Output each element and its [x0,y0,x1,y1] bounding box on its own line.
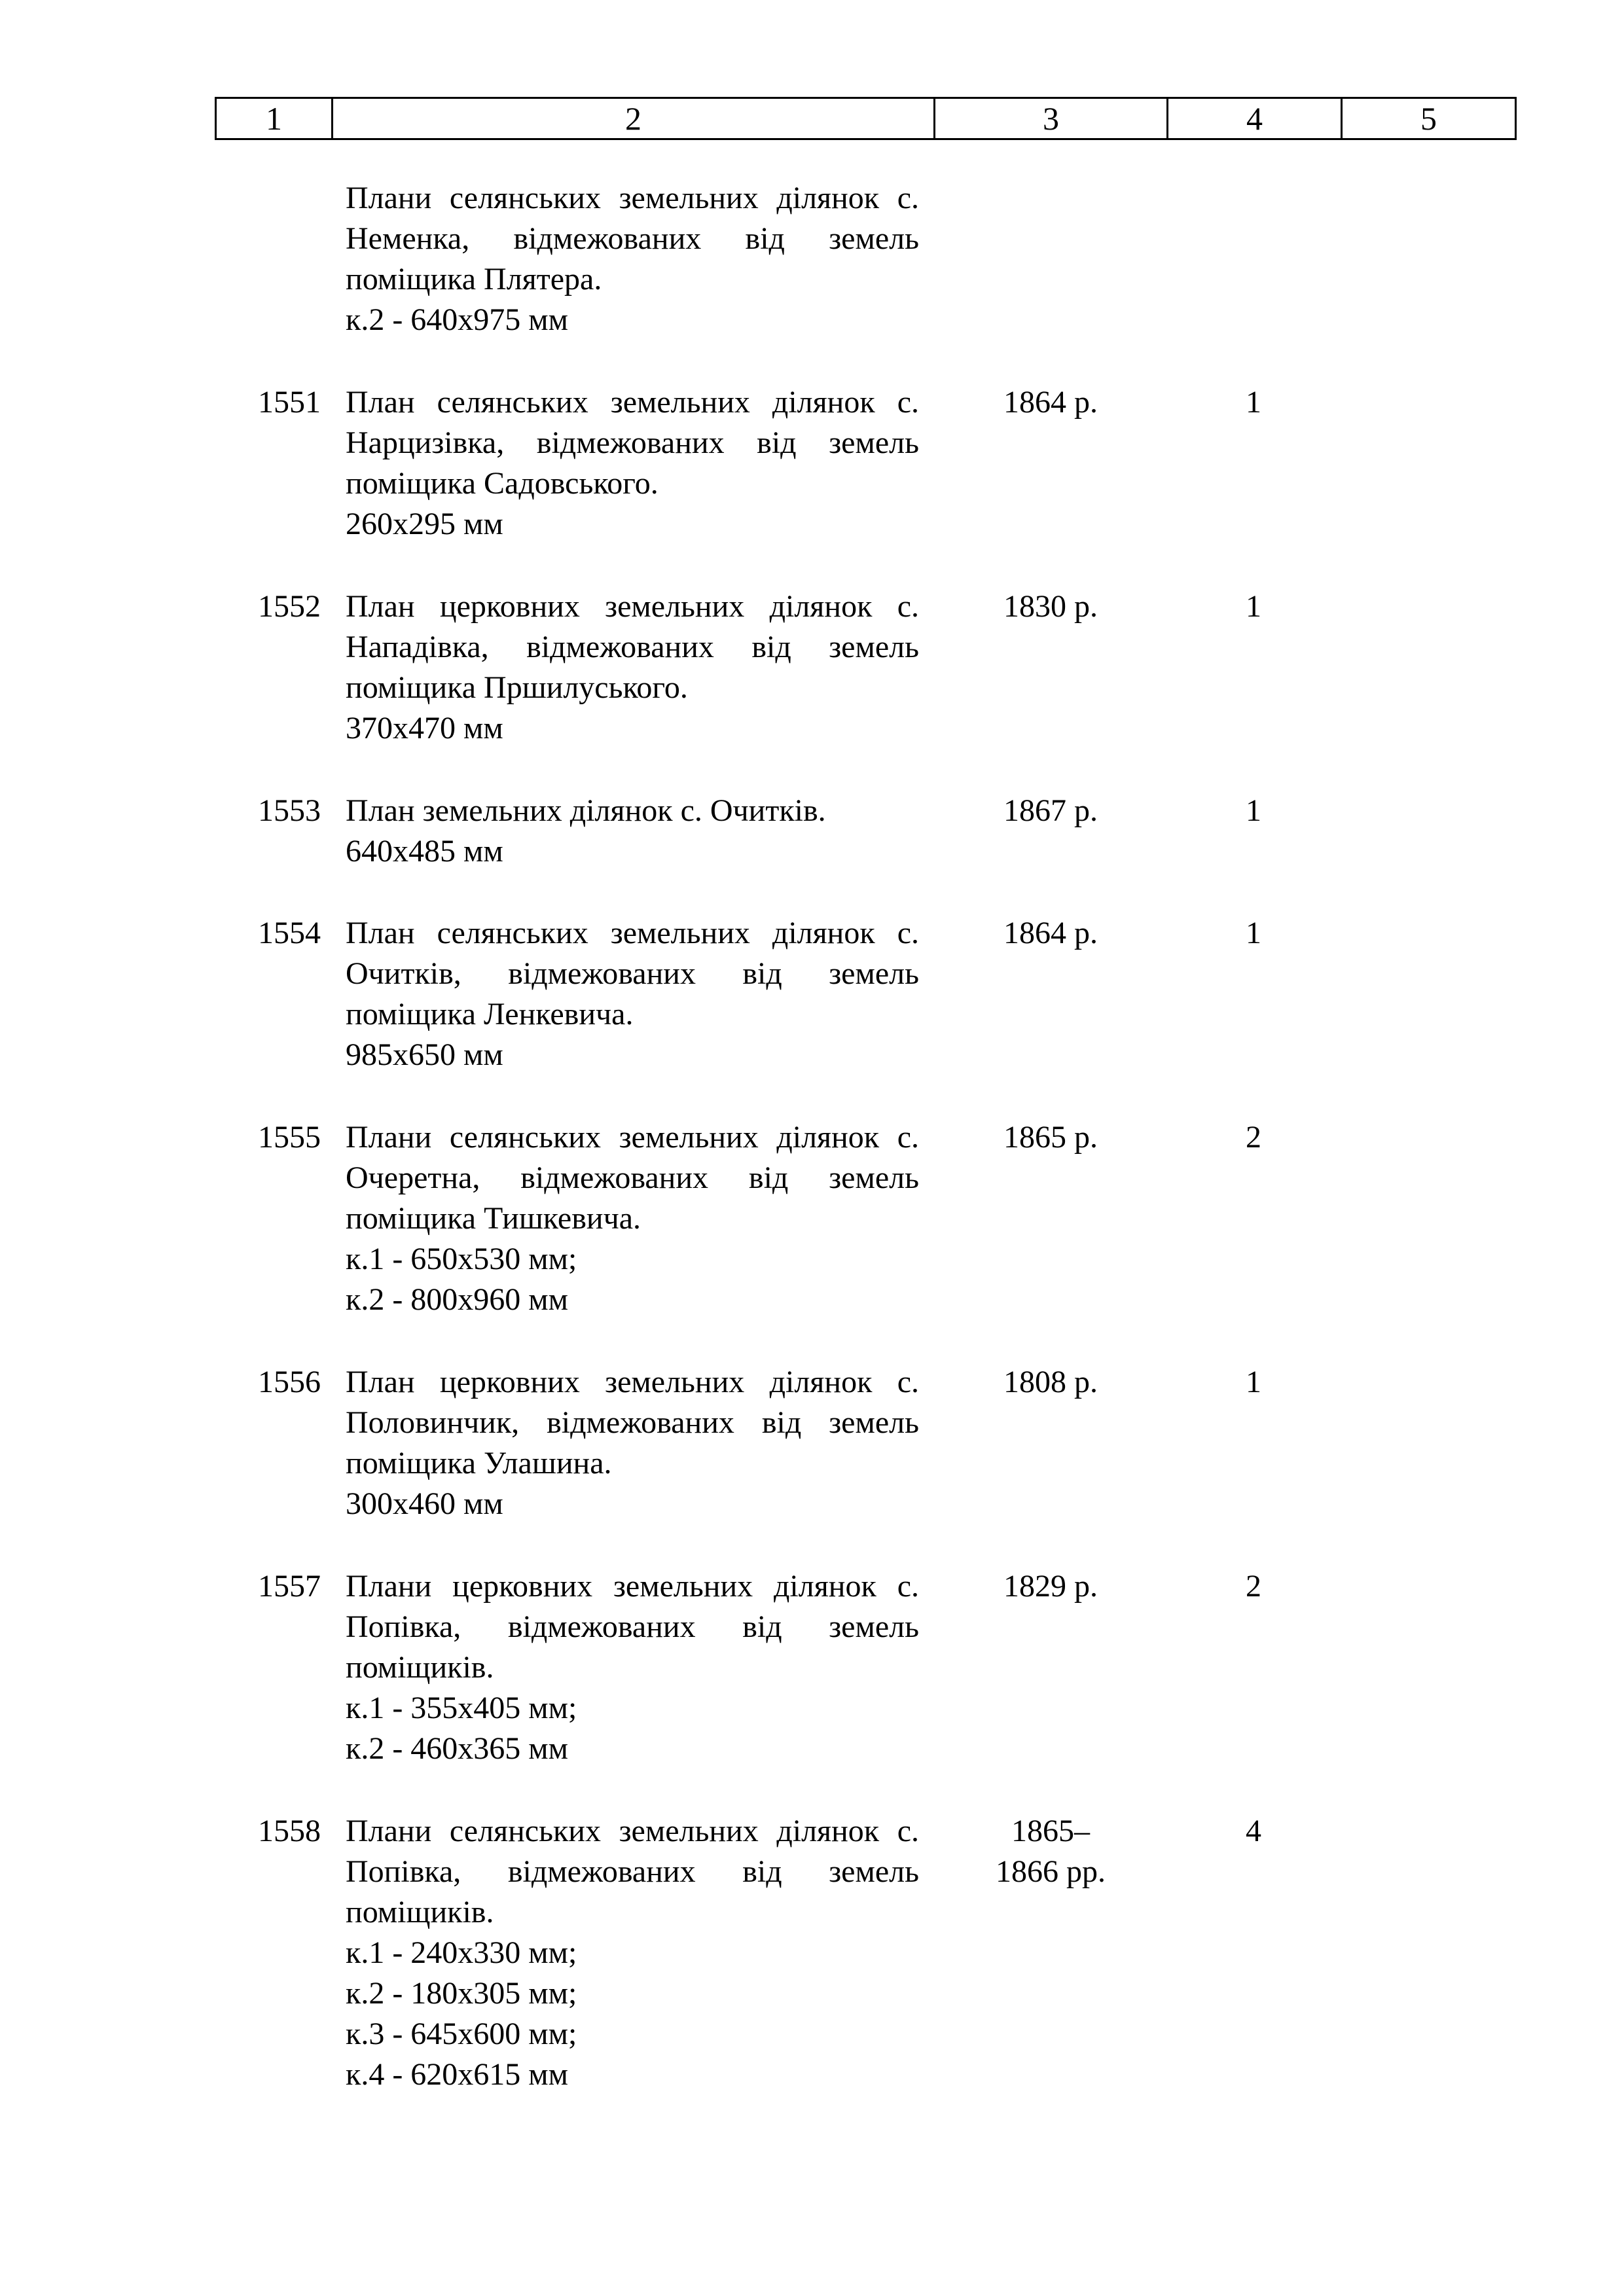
entry-number: 1552 [258,589,321,624]
entry-date-line: 1866 рр. [996,1854,1106,1889]
entry-description: Плани церковних земельних ділянок с. Попівка, відмежованих від земель поміщиків. [346,1569,919,1685]
entry-dimension: к.3 - 645х600 мм; [346,2017,577,2051]
entry-description-block [346,1117,919,1320]
entry-date: 1864 р. [1003,916,1098,950]
entry-description-block [346,382,919,545]
header-col-5: 5 [1342,98,1516,139]
entry-count: 1 [1246,385,1261,420]
entry-dimension: 370х470 мм [346,711,503,745]
column-header-table [215,97,1517,140]
entry-date-line: 1865– [1011,1814,1090,1848]
entry-count: 1 [1246,916,1261,950]
entry-description-block [346,1566,919,1769]
entry-dimension: 640х485 мм [346,834,503,869]
entry-count: 1 [1246,1365,1261,1399]
entry-dimension: к.2 - 460х365 мм [346,1731,569,1766]
entry-count: 2 [1246,1120,1261,1155]
entry-date [929,1811,1172,1892]
entry-dimension: к.4 - 620х615 мм [346,2057,569,2092]
entry-date: 1830 р. [1003,589,1098,624]
entry-description: Плани селянських земельних ділянок с. Попівка, відмежованих від земель поміщиків. [346,1814,919,1929]
entry-count: 1 [1246,793,1261,828]
entry-number: 1551 [258,385,321,420]
entry-count: 2 [1246,1569,1261,1604]
entry-description: Плани селянських земельних ділянок с. Неменка, відмежованих від земель поміщика Плятера. [346,181,919,296]
entry-date: 1865 р. [1003,1120,1098,1155]
entry-date: 1864 р. [1003,385,1098,420]
entry-description: Плани селянських земельних ділянок с. Очеретна, відмежованих від земель поміщика Тишкевича. [346,1120,919,1236]
entry-count: 4 [1246,1814,1261,1848]
entry-dimension: 300х460 мм [346,1486,503,1521]
entry-dimension: к.2 - 640х975 мм [346,302,569,337]
entry-number: 1555 [258,1120,321,1155]
entry-dimension: к.1 - 240х330 мм; [346,1935,577,1970]
header-col-4: 4 [1168,98,1342,139]
entry-description-block [346,1362,919,1524]
entry-description: План селянських земельних ділянок с. Нарцизівка, відмежованих від земель поміщика Садовського. [346,385,919,501]
entry-dimension: к.1 - 650х530 мм; [346,1242,577,1276]
entry-date: 1808 р. [1003,1365,1098,1399]
header-row [216,98,1516,139]
entry-number: 1558 [258,1814,321,1848]
entry-description: План церковних земельних ділянок с. Половинчик, відмежованих від земель поміщика Улашина. [346,1365,919,1480]
entry-dimension: 260х295 мм [346,507,503,541]
entry-description-block [346,913,919,1075]
entry-description: План селянських земельних ділянок с. Очитків, відмежованих від земель поміщика Ленкевича. [346,916,919,1031]
entry-description-block [346,791,919,872]
entry-number: 1554 [258,916,321,950]
header-col-2: 2 [333,98,935,139]
entry-description-block [346,1811,919,2095]
entry-number: 1553 [258,793,321,828]
entry-description: План церковних земельних ділянок с. Нападівка, відмежованих від земель поміщика Пршилуського. [346,589,919,705]
entry-date: 1867 р. [1003,793,1098,828]
header-col-3: 3 [935,98,1168,139]
entry-description-block [346,586,919,749]
entry-dimension: к.2 - 180х305 мм; [346,1976,577,2011]
entry-dimension: к.1 - 355х405 мм; [346,1691,577,1725]
entry-description: План земельних ділянок с. Очитків. [346,793,826,828]
entry-description-block [346,178,919,340]
entry-count: 1 [1246,589,1261,624]
entry-number: 1556 [258,1365,321,1399]
entry-date: 1829 р. [1003,1569,1098,1604]
entry-number: 1557 [258,1569,321,1604]
entry-dimension: 985х650 мм [346,1037,503,1072]
header-col-1: 1 [216,98,333,139]
entry-dimension: к.2 - 800х960 мм [346,1282,569,1317]
